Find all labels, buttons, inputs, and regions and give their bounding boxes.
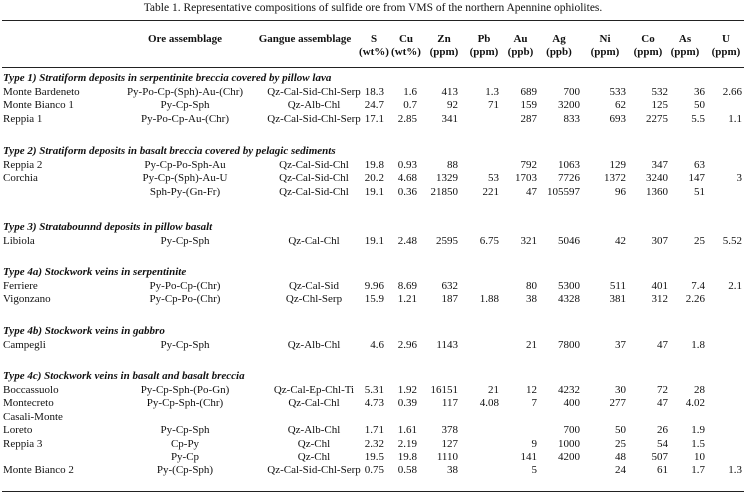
cell-loc: Reppia 1 bbox=[3, 112, 43, 125]
cell-as: 4.02 bbox=[685, 397, 705, 410]
cell-gangue: Qz-Chl bbox=[297, 437, 331, 450]
cell-gangue: Qz-Cal-Sid-Chl-Serp bbox=[267, 112, 361, 125]
cell-gangue: Qz-Alb-Chl bbox=[287, 99, 341, 112]
cell-s: 19.1 bbox=[364, 185, 384, 198]
cell-au: 1703 bbox=[515, 172, 537, 185]
cell-ni: 48 bbox=[615, 451, 626, 463]
cell-co: 26 bbox=[657, 424, 668, 437]
cell-zn: 1329 bbox=[436, 172, 458, 185]
cell-au: 5 bbox=[531, 464, 537, 477]
cell-u: 5.52 bbox=[722, 235, 742, 247]
cell-ag: 833 bbox=[563, 112, 580, 125]
cell-pb: 6.75 bbox=[479, 235, 499, 247]
cell-s: 17.1 bbox=[364, 112, 384, 125]
cell-au: 287 bbox=[520, 112, 537, 125]
cell-cu: 1.92 bbox=[397, 384, 417, 396]
cell-ore: Py-(Cp-Sph) bbox=[156, 464, 214, 477]
cell-co: 401 bbox=[651, 280, 668, 292]
cell-co: 54 bbox=[657, 437, 668, 450]
cell-co: 125 bbox=[651, 99, 668, 112]
cell-co: 72 bbox=[657, 384, 668, 396]
cell-cu: 0.36 bbox=[397, 185, 417, 198]
cell-cu: 0.39 bbox=[397, 397, 417, 410]
cell-gangue: Qz-Alb-Chl bbox=[287, 424, 341, 437]
cell-ag: 7800 bbox=[558, 339, 580, 351]
cell-ni: 693 bbox=[609, 112, 626, 125]
col-unit-ni: (ppm) bbox=[590, 46, 620, 58]
col-unit-ag: (ppb) bbox=[546, 46, 572, 58]
cell-u: 2.1 bbox=[728, 280, 742, 292]
cell-gangue: Qz-Cal-Sid-Chl-Serp bbox=[267, 464, 361, 477]
cell-cu: 4.68 bbox=[397, 172, 417, 185]
cell-as: 5.5 bbox=[691, 112, 705, 125]
cell-zn: 92 bbox=[447, 99, 458, 112]
cell-zn: 1143 bbox=[436, 339, 458, 351]
cell-loc: Monte Bardeneto bbox=[3, 86, 80, 98]
cell-as: 63 bbox=[694, 159, 705, 171]
cell-as: 10 bbox=[694, 451, 705, 463]
cell-loc: Monte Bianco 2 bbox=[3, 464, 74, 477]
cell-ni: 511 bbox=[609, 280, 626, 292]
cell-u: 1.1 bbox=[728, 112, 742, 125]
cell-zn: 1110 bbox=[436, 451, 458, 463]
cell-s: 4.73 bbox=[364, 397, 384, 410]
cell-au: 38 bbox=[526, 293, 537, 306]
table-caption: Table 1. Representative compositions of sulfide ore from VMS of the northern Apennine ophiolites. bbox=[143, 2, 603, 14]
cell-zn: 38 bbox=[447, 464, 458, 477]
cell-gangue: Qz-Cal-Chl bbox=[288, 397, 340, 410]
cell-ni: 24 bbox=[615, 464, 626, 477]
cell-co: 307 bbox=[651, 235, 668, 247]
cell-ore: Py-Cp-Sph bbox=[160, 424, 210, 437]
cell-ore: Py-Po-Cp-(Sph)-Au-(Chr) bbox=[126, 86, 244, 98]
cell-au: 792 bbox=[520, 159, 537, 171]
cell-cu: 1.21 bbox=[397, 293, 417, 306]
cell-ore: Py-Cp-Sph bbox=[160, 339, 210, 351]
cell-co: 1360 bbox=[646, 185, 668, 198]
cell-ore: Py-Cp-Po-(Chr) bbox=[149, 293, 221, 306]
cell-zn: 21850 bbox=[430, 185, 458, 198]
cell-gangue: Qz-Chl bbox=[297, 451, 331, 463]
cell-ore: Py-Cp-Sph-(Po-Gn) bbox=[140, 384, 230, 396]
col-header-ni: Ni bbox=[599, 33, 611, 45]
col-unit-co: (ppm) bbox=[633, 46, 663, 58]
col-header-gangue: Gangue assemblage bbox=[258, 33, 352, 45]
cell-ag: 4200 bbox=[558, 451, 580, 463]
cell-zn: 2595 bbox=[436, 235, 458, 247]
cell-zn: 88 bbox=[447, 159, 458, 171]
cell-ni: 25 bbox=[615, 437, 626, 450]
cell-s: 19.5 bbox=[364, 451, 384, 463]
cell-cu: 2.96 bbox=[397, 339, 417, 351]
cell-s: 5.31 bbox=[364, 384, 384, 396]
cell-ag: 4328 bbox=[558, 293, 580, 306]
cell-au: 7 bbox=[531, 397, 537, 410]
cell-gangue: Qz-Cal-Sid-Chl bbox=[279, 185, 349, 198]
bottom-rule bbox=[2, 491, 744, 492]
cell-gangue: Qz-Cal-Sid-Chl bbox=[279, 159, 349, 171]
cell-au: 141 bbox=[520, 451, 537, 463]
cell-cu: 1.61 bbox=[397, 424, 417, 437]
cell-pb: 1.3 bbox=[485, 86, 499, 98]
col-header-s: S bbox=[370, 33, 378, 45]
cell-loc: Libiola bbox=[3, 235, 35, 247]
cell-gangue: Qz-Cal-Sid bbox=[288, 280, 340, 292]
col-unit-cu: (wt%) bbox=[391, 46, 421, 58]
cell-cu: 0.93 bbox=[397, 159, 417, 171]
cell-ore: Sph-Py-(Gn-Fr) bbox=[149, 185, 221, 198]
cell-gangue: Qz-Cal-Sid-Chl-Serp bbox=[267, 86, 361, 98]
cell-pb: 1.88 bbox=[479, 293, 499, 306]
cell-cu: 1.6 bbox=[403, 86, 417, 98]
cell-loc: Vigonzano bbox=[3, 293, 51, 306]
cell-au: 47 bbox=[526, 185, 537, 198]
cell-u: 2.66 bbox=[722, 86, 742, 98]
cell-as: 51 bbox=[694, 185, 705, 198]
cell-zn: 127 bbox=[441, 437, 458, 450]
cell-ni: 381 bbox=[609, 293, 626, 306]
cell-au: 689 bbox=[520, 86, 537, 98]
col-header-u: U bbox=[722, 33, 730, 45]
cell-u: 3 bbox=[736, 172, 742, 185]
cell-ag: 4232 bbox=[558, 384, 580, 396]
cell-ore: Py-Cp-(Sph)-Au-U bbox=[142, 172, 228, 185]
section-title: Type 4a) Stockwork veins in serpentinite bbox=[3, 266, 187, 278]
cell-ag: 1063 bbox=[558, 159, 580, 171]
cell-as: 25 bbox=[694, 235, 705, 247]
cell-loc: Corchia bbox=[3, 172, 38, 185]
cell-co: 347 bbox=[651, 159, 668, 171]
col-unit-s: (wt%) bbox=[359, 46, 389, 58]
cell-u: 1.3 bbox=[728, 464, 742, 477]
cell-ni: 533 bbox=[609, 86, 626, 98]
cell-ag: 5046 bbox=[558, 235, 580, 247]
cell-ore: Py-Cp bbox=[170, 451, 200, 463]
cell-cu: 2.19 bbox=[397, 437, 417, 450]
cell-s: 18.3 bbox=[364, 86, 384, 98]
cell-ore: Py-Po-Cp-Au-(Chr) bbox=[141, 112, 229, 125]
cell-au: 321 bbox=[520, 235, 537, 247]
cell-ni: 1372 bbox=[604, 172, 626, 185]
cell-s: 24.7 bbox=[364, 99, 384, 112]
cell-ag: 400 bbox=[563, 397, 580, 410]
cell-as: 1.8 bbox=[691, 339, 705, 351]
cell-zn: 341 bbox=[441, 112, 458, 125]
header-rule bbox=[2, 67, 744, 68]
cell-zn: 187 bbox=[441, 293, 458, 306]
cell-cu: 0.58 bbox=[397, 464, 417, 477]
cell-cu: 2.85 bbox=[397, 112, 417, 125]
cell-pb: 4.08 bbox=[479, 397, 499, 410]
col-unit-u: (ppm) bbox=[711, 46, 741, 58]
cell-ag: 3200 bbox=[558, 99, 580, 112]
col-header-au: Au bbox=[513, 33, 528, 45]
cell-as: 36 bbox=[694, 86, 705, 98]
cell-ag: 1000 bbox=[558, 437, 580, 450]
cell-au: 80 bbox=[526, 280, 537, 292]
cell-as: 28 bbox=[694, 384, 705, 396]
col-header-cu: Cu bbox=[398, 33, 414, 45]
cell-as: 7.4 bbox=[691, 280, 705, 292]
cell-ag: 700 bbox=[563, 424, 580, 437]
cell-pb: 53 bbox=[488, 172, 499, 185]
cell-as: 50 bbox=[694, 99, 705, 112]
cell-co: 532 bbox=[651, 86, 668, 98]
cell-s: 0.75 bbox=[364, 464, 384, 477]
cell-ore: Cp-Py bbox=[170, 437, 200, 450]
cell-ag: 700 bbox=[563, 86, 580, 98]
cell-cu: 2.48 bbox=[397, 235, 417, 247]
cell-zn: 117 bbox=[441, 397, 458, 410]
cell-pb: 71 bbox=[488, 99, 499, 112]
cell-ni: 42 bbox=[615, 235, 626, 247]
cell-loc: Reppia 3 bbox=[3, 437, 43, 450]
cell-gangue: Qz-Cal-Ep-Chl-Ti bbox=[273, 384, 355, 396]
cell-au: 9 bbox=[531, 437, 537, 450]
cell-cu: 19.8 bbox=[397, 451, 417, 463]
cell-ore: Py-Cp-Sph-(Chr) bbox=[146, 397, 224, 410]
cell-co: 61 bbox=[657, 464, 668, 477]
cell-ore: Py-Po-Cp-(Chr) bbox=[149, 280, 221, 292]
cell-loc: Campegli bbox=[3, 339, 46, 351]
col-header-as: As bbox=[678, 33, 692, 45]
col-unit-zn: (ppm) bbox=[429, 46, 459, 58]
cell-ag: 5300 bbox=[558, 280, 580, 292]
cell-s: 9.96 bbox=[364, 280, 384, 292]
cell-s: 1.71 bbox=[364, 424, 384, 437]
col-header-ore: Ore assemblage bbox=[147, 33, 223, 45]
cell-ni: 30 bbox=[615, 384, 626, 396]
cell-co: 47 bbox=[657, 397, 668, 410]
cell-ag: 105597 bbox=[547, 185, 580, 198]
cell-co: 2275 bbox=[646, 112, 668, 125]
cell-ni: 96 bbox=[615, 185, 626, 198]
cell-gangue: Qz-Alb-Chl bbox=[287, 339, 341, 351]
cell-ni: 50 bbox=[615, 424, 626, 437]
cell-s: 20.2 bbox=[364, 172, 384, 185]
col-unit-au: (ppb) bbox=[507, 46, 534, 58]
top-rule bbox=[2, 20, 744, 21]
cell-co: 312 bbox=[651, 293, 668, 306]
cell-zn: 413 bbox=[441, 86, 458, 98]
cell-as: 1.7 bbox=[691, 464, 705, 477]
cell-co: 47 bbox=[657, 339, 668, 351]
section-title: Type 3) Stratabounnd deposits in pillow basalt bbox=[3, 221, 213, 233]
cell-zn: 632 bbox=[441, 280, 458, 292]
cell-s: 19.8 bbox=[364, 159, 384, 171]
cell-au: 159 bbox=[520, 99, 537, 112]
cell-s: 2.32 bbox=[364, 437, 384, 450]
col-unit-as: (ppm) bbox=[670, 46, 700, 58]
cell-loc: Loreto bbox=[3, 424, 33, 437]
section-title: Type 4c) Stockwork veins in basalt and basalt breccia bbox=[3, 370, 245, 382]
cell-as: 1.5 bbox=[691, 437, 705, 450]
cell-ore: Py-Cp-Po-Sph-Au bbox=[144, 159, 226, 171]
cell-s: 19.1 bbox=[364, 235, 384, 247]
cell-as: 147 bbox=[688, 172, 705, 185]
section-title: Type 4b) Stockwork veins in gabbro bbox=[3, 325, 165, 337]
cell-co: 507 bbox=[651, 451, 668, 463]
cell-zn: 378 bbox=[441, 424, 458, 437]
col-header-zn: Zn bbox=[437, 33, 451, 45]
cell-gangue: Qz-Cal-Sid-Chl bbox=[279, 172, 349, 185]
col-header-co: Co bbox=[641, 33, 655, 45]
col-unit-pb: (ppm) bbox=[469, 46, 499, 58]
cell-ni: 62 bbox=[615, 99, 626, 112]
cell-au: 12 bbox=[526, 384, 537, 396]
cell-loc: Ferriere bbox=[3, 280, 38, 292]
cell-loc: Monte Bianco 1 bbox=[3, 99, 74, 112]
cell-ag: 7726 bbox=[558, 172, 580, 185]
cell-s: 4.6 bbox=[370, 339, 384, 351]
col-header-ag: Ag bbox=[552, 33, 566, 45]
cell-ni: 37 bbox=[615, 339, 626, 351]
cell-loc: Boccassuolo bbox=[3, 384, 59, 396]
cell-ore: Py-Cp-Sph bbox=[160, 235, 210, 247]
cell-cu: 8.69 bbox=[397, 280, 417, 292]
cell-au: 21 bbox=[526, 339, 537, 351]
cell-loc: Montecreto bbox=[3, 397, 54, 410]
cell-ni: 129 bbox=[609, 159, 626, 171]
section-title: Type 2) Stratiform deposits in basalt breccia covered by pelagic sediments bbox=[3, 145, 336, 157]
cell-pb: 221 bbox=[482, 185, 499, 198]
col-header-pb: Pb bbox=[477, 33, 491, 45]
cell-gangue: Qz-Cal-Chl bbox=[288, 235, 340, 247]
cell-zn: 16151 bbox=[430, 384, 458, 396]
cell-ore: Py-Cp-Sph bbox=[160, 99, 210, 112]
cell-as: 1.9 bbox=[691, 424, 705, 437]
cell-co: 3240 bbox=[646, 172, 668, 185]
cell-loc: Casali-Monte bbox=[3, 410, 63, 423]
cell-gangue: Qz-Chl-Serp bbox=[285, 293, 343, 306]
cell-loc: Reppia 2 bbox=[3, 159, 43, 171]
cell-pb: 21 bbox=[488, 384, 499, 396]
cell-s: 15.9 bbox=[364, 293, 384, 306]
section-title: Type 1) Stratiform deposits in serpentinite breccia covered by pillow lava bbox=[3, 72, 332, 84]
cell-cu: 0.7 bbox=[403, 99, 417, 112]
cell-ni: 277 bbox=[609, 397, 626, 410]
cell-as: 2.26 bbox=[685, 293, 705, 306]
